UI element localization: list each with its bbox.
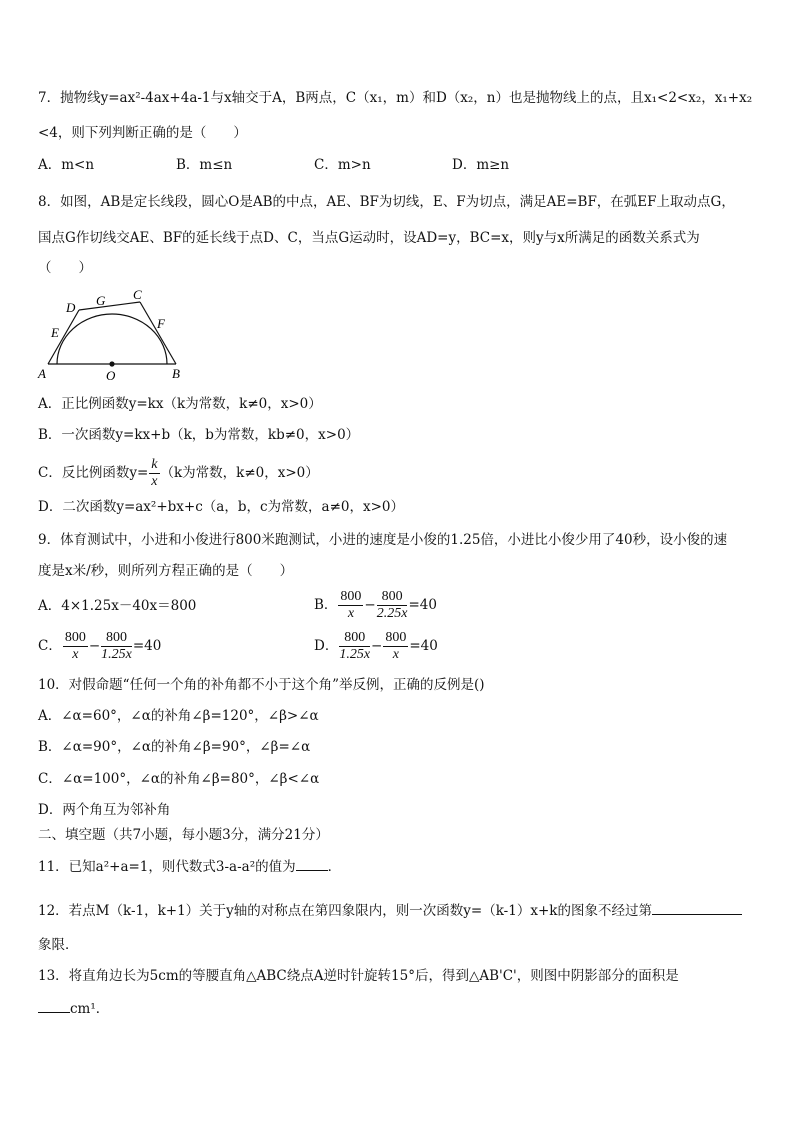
fraction-denominator: 1.25x (101, 647, 132, 662)
fig-label-b: B (172, 366, 180, 381)
q11-end: ． (327, 859, 342, 875)
q9-option-c (38, 628, 161, 664)
q9-option-d-fraction-1 (339, 630, 370, 663)
fraction-denominator: 1.25x (339, 647, 371, 662)
q7-option-b: B．m≤n (176, 157, 233, 173)
fig-center-point (109, 361, 114, 366)
q7-stem-line2: <4，则下列判断正确的是（ ） (38, 125, 247, 141)
fraction-numerator: 800 (64, 630, 86, 645)
q9-option-d (314, 628, 438, 664)
q9-option-a: A．4×1.25x－40x＝800 (38, 598, 197, 614)
answer-blank (38, 1000, 70, 1013)
minus-sign: − (88, 638, 101, 654)
fig-tangent-cb (140, 302, 176, 364)
q10-option-b: B．∠α=90°，∠α的补角∠β=90°，∠β=∠α (38, 739, 311, 755)
q9-option-d-rhs: =40 (409, 638, 438, 654)
q10-stem: 10．对假命题“任何一个角的补角都不小于这个角”举反例，正确的反例是() (38, 677, 485, 693)
q10-option-c: C．∠α=100°，∠α的补角∠β=80°，∠β<∠α (38, 771, 320, 787)
fig-label-d: D (66, 300, 76, 315)
fraction-denominator: x (392, 647, 399, 662)
q9-stem-line1: 9．体育测试中，小进和小俊进行800米跑测试，小进的速度是小俊的1.25倍，小进比小俊少用了40秒，设小俊的速 (38, 532, 728, 548)
fig-label-o: O (106, 368, 116, 383)
fraction-numerator: 800 (377, 589, 408, 606)
q9-option-b-fraction-1 (338, 589, 363, 622)
answer-blank (652, 900, 742, 915)
minus-sign: − (371, 638, 383, 654)
q8-option-c-prefix: C．反比例函数y= (38, 465, 149, 481)
q8-option-d: D．二次函数y=ax²+bx+c（a，b，c为常数，a≠0，x>0） (38, 499, 404, 515)
q7-option-d: D．m≥n (452, 157, 510, 173)
q8-option-c-suffix: （k为常数，k≠0，x>0） (160, 465, 319, 481)
q13-unit: cm¹． (70, 1001, 110, 1017)
fig-label-e: E (51, 325, 59, 340)
q9-option-b-label: B． (314, 597, 338, 613)
fig-semicircle (57, 314, 167, 364)
q8-stem-line1: 8．如图，AB是定长线段，圆心O是AB的中点，AE、BF为切线，E、F为切点，满足AE=BF，在弧EF上取动点G， (38, 194, 735, 210)
fraction-denominator: x (151, 474, 158, 489)
fraction-numerator: 800 (339, 630, 370, 647)
q9-stem-line2: 度是x米/秒，则所列方程正确的是（ ） (38, 563, 294, 579)
q9-option-b-rhs: =40 (408, 597, 437, 613)
q9-option-c-fraction-2 (101, 630, 132, 663)
q7-option-a: A．m<n (38, 157, 95, 173)
q11-stem: 11．已知a²+a=1，则代数式3-a-a²的值为 (38, 859, 296, 875)
fig-label-a: A (38, 366, 46, 381)
q9-option-d-label: D． (314, 638, 339, 654)
q8-stem-line3: （ ） (38, 260, 92, 276)
minus-sign: − (364, 597, 376, 613)
fraction-denominator: x (72, 647, 79, 662)
q9-option-b (314, 587, 437, 623)
q9-option-d-fraction-2 (383, 630, 408, 663)
q9-option-c-rhs: =40 (132, 638, 162, 654)
fraction-numerator: 800 (340, 589, 362, 604)
q8-stem-line2: 国点G作切线交AE、BF的延长线于点D、C，当点G运动时，设AD=y，BC=x，则y与x所满足的函数关系式为 (38, 230, 700, 246)
q11 (38, 858, 341, 876)
answer-blank (296, 858, 328, 871)
fraction-numerator: 800 (385, 630, 407, 645)
q7-stem-line1: 7．抛物线y=ax²-4ax+4a-1与x轴交于A，B两点，C（x₁，m）和D（x₂，n）也是抛物线上的点，且x₁<2<x₂，x₁+x₂ (38, 90, 753, 106)
fig-label-f: F (157, 316, 165, 331)
fraction-denominator: 2.25x (376, 606, 408, 621)
fig-label-c: C (133, 288, 142, 302)
q10-option-d: D．两个角互为邻补角 (38, 802, 171, 818)
fraction-denominator: x (347, 606, 355, 621)
fraction-numerator: 800 (101, 630, 132, 647)
fraction-numerator: k (151, 457, 158, 472)
q8-option-c (38, 456, 319, 490)
q8-option-c-fraction (149, 457, 159, 490)
q12-line1 (38, 900, 742, 920)
section-2-heading: 二、填空题（共7小题，每小题3分，满分21分） (38, 827, 329, 843)
q13-line2 (38, 1000, 109, 1018)
q7-option-c: C．m>n (314, 157, 371, 173)
q8-figure (36, 288, 186, 384)
q9-option-c-label: C． (38, 638, 62, 654)
fig-tangent-dc (79, 302, 140, 310)
q13-line1: 13．将直角边长为5cm的等腰直角△ABC绕点A逆时针旋转15°后，得到△AB'C'，则图中阴影部分的面积是 (38, 968, 679, 984)
q9-option-b-fraction-2 (377, 589, 408, 622)
q12-line2: 象限． (38, 937, 79, 953)
fig-label-g: G (96, 293, 106, 308)
q12-stem: 12．若点M（k-1，k+1）关于y轴的对称点在第四象限内，则一次函数y=（k-1）x+k的图象不经过第 (38, 903, 652, 919)
q8-option-b: B．一次函数y=kx+b（k，b为常数，kb≠0，x>0） (38, 427, 360, 443)
q10-option-a: A．∠α=60°，∠α的补角∠β=120°，∠β>∠α (38, 708, 319, 724)
q8-option-a: A．正比例函数y=kx（k为常数，k≠0，x>0） (38, 396, 322, 412)
q9-option-c-fraction-1 (63, 630, 88, 663)
